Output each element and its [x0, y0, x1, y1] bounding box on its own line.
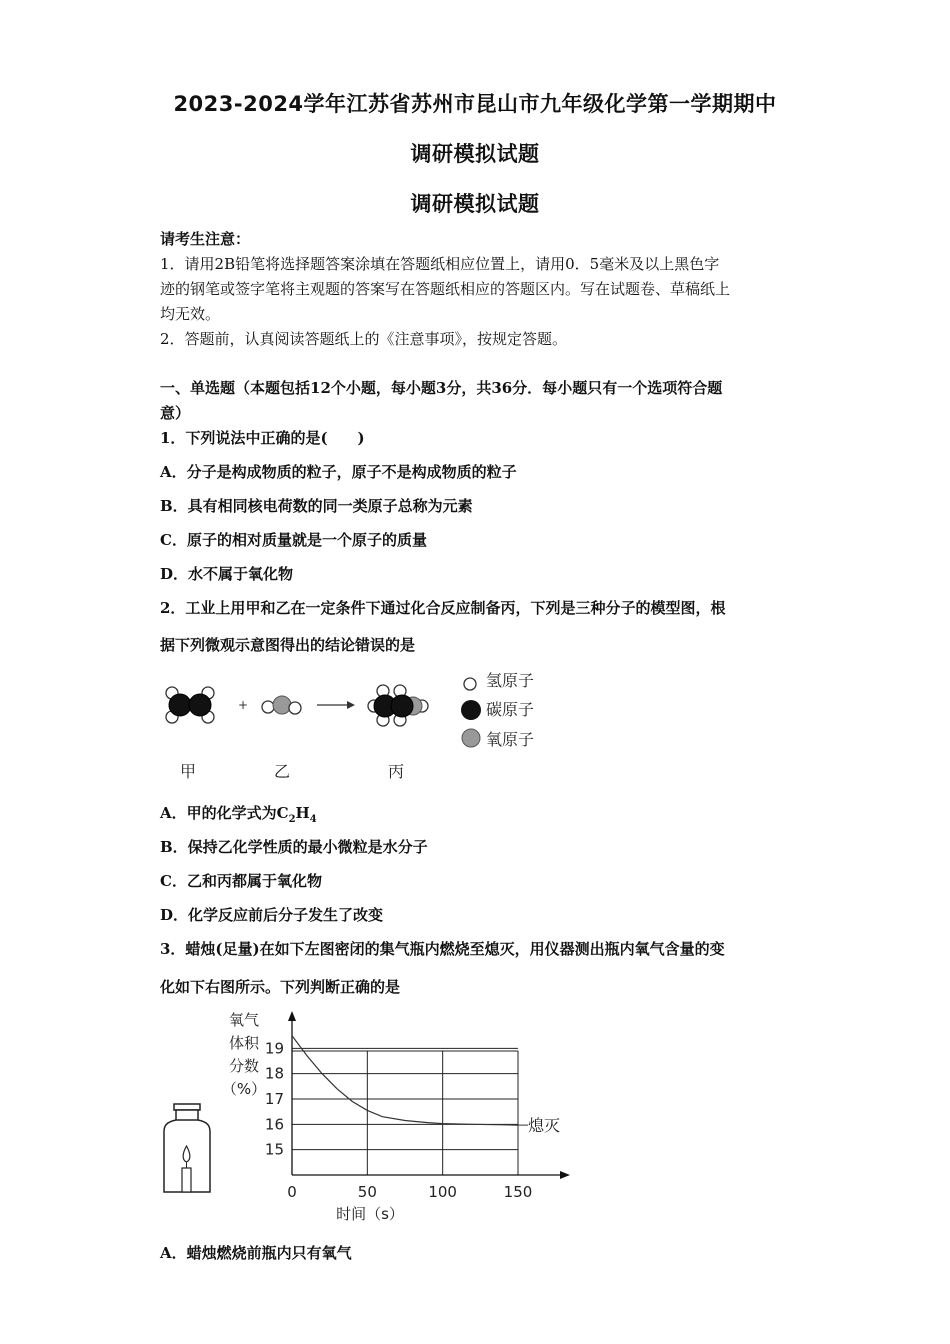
y-axis-title-line: 氧气: [228, 1011, 260, 1029]
plus-sign: +: [238, 698, 249, 712]
y-axis-title-line: （%）: [221, 1080, 267, 1098]
q2-option-c: C．乙和丙都属于氧化物: [160, 872, 322, 890]
x-tick-label: 50: [357, 1183, 377, 1201]
notice-heading: 请考生注意：: [160, 230, 251, 248]
molecule-bing: [368, 685, 428, 726]
q1-option-b: B．具有相同核电荷数的同一类原子总称为元素: [160, 497, 473, 515]
candle-jar-diagram: [160, 1100, 216, 1200]
label-jia: 甲: [180, 762, 197, 781]
section-heading-line2: 意）: [160, 404, 191, 422]
oxygen-chart: [220, 1005, 600, 1225]
label-bing: 丙: [388, 762, 405, 781]
molecule-diagram: [150, 660, 570, 790]
x-tick-label: 0: [287, 1183, 297, 1201]
q2-option-a-text: A．甲的化学式为C: [160, 804, 289, 822]
q2-option-a-h: H: [295, 804, 310, 822]
q2-option-a: [160, 802, 800, 825]
annotation-extinguished: 熄灭: [528, 1116, 561, 1136]
x-axis-arrow-icon: [560, 1171, 570, 1179]
chart-grid: [292, 1048, 518, 1175]
reaction-arrow: [317, 701, 355, 709]
q3-stem-line1: 3．蜡烛(足量)在如下左图密闭的集气瓶内燃烧至熄灭，用仪器测出瓶内氧气含量的变: [160, 940, 725, 958]
y-tick-label: 18: [264, 1064, 284, 1083]
q2-stem-line1: 2．工业上用甲和乙在一定条件下通过化合反应制备丙，下列是三种分子的模型图，根: [160, 599, 726, 617]
exam-subtitle: 调研模拟试题: [410, 192, 540, 216]
legend-hydrogen-symbol: [464, 678, 476, 690]
series-line-oxygen: [292, 1036, 518, 1125]
q3-option-a: A．蜡烛燃烧前瓶内只有氧气: [160, 1244, 352, 1262]
y-tick-label: 17: [264, 1090, 284, 1108]
x-axis-title: 时间（s）: [336, 1205, 404, 1223]
y-tick-label: 15: [264, 1140, 284, 1159]
legend-hydrogen: 氢原子: [486, 671, 535, 690]
candle-icon: [182, 1146, 191, 1192]
legend-carbon-symbol: [461, 700, 481, 720]
notice-item1-line3: 均无效。: [160, 305, 221, 323]
molecule-jia: [166, 687, 214, 723]
label-yi: 乙: [274, 762, 291, 781]
q2-option-b: B．保持乙化学性质的最小微粒是水分子: [160, 838, 428, 856]
legend-carbon: 碳原子: [486, 700, 535, 719]
y-axis-title-line: 分数: [228, 1057, 260, 1075]
chart-axes: [288, 1011, 570, 1179]
legend-oxygen: 氧原子: [486, 730, 535, 749]
q1-stem: 1．下列说法中正确的是( ): [160, 429, 365, 447]
y-axis-title-line: 体积: [228, 1034, 260, 1052]
x-tick-label: 150: [503, 1183, 533, 1201]
atom-legend: [461, 671, 534, 749]
q2-option-a-sub1: 2: [288, 814, 296, 825]
x-tick-label: 100: [428, 1183, 457, 1201]
y-tick-label: 16: [264, 1115, 284, 1134]
q2-stem-line2: 据下列微观示意图得出的结论错误的是: [160, 636, 416, 654]
q1-option-a: A．分子是构成物质的粒子，原子不是构成物质的粒子: [160, 463, 517, 481]
q2-option-d: D．化学反应前后分子发生了改变: [160, 906, 384, 924]
q1-option-d: D．水不属于氧化物: [160, 565, 294, 583]
y-tick-label: 19: [264, 1039, 284, 1058]
legend-oxygen-symbol: [462, 729, 480, 747]
y-axis-title: [222, 1011, 266, 1098]
q2-option-a-sub2: 4: [309, 814, 317, 825]
chart-ticks: [265, 1039, 532, 1201]
molecule-yi: [262, 696, 301, 714]
exam-title-line2: 调研模拟试题: [410, 142, 540, 166]
q3-stem-line2: 化如下右图所示。下列判断正确的是: [160, 978, 401, 996]
exam-title-line1: 2023-2024学年江苏省苏州市昆山市九年级化学第一学期期中: [173, 92, 777, 116]
notice-item2: 2．答题前，认真阅读答题纸上的《注意事项》，按规定答题。: [160, 330, 568, 348]
q1-option-c: C．原子的相对质量就是一个原子的质量: [160, 531, 427, 549]
y-axis-arrow-icon: [288, 1011, 296, 1021]
section-heading-line1: 一、单选题（本题包括12个小题，每小题3分，共36分．每小题只有一个选项符合题: [160, 379, 723, 397]
notice-item1-line1: 1．请用2B铅笔将选择题答案涂填在答题纸相应位置上，请用0．5毫米及以上黑色字: [160, 255, 720, 273]
notice-item1-line2: 迹的钢笔或签字笔将主观题的答案写在答题纸相应的答题区内。写在试题卷、草稿纸上: [160, 280, 731, 298]
